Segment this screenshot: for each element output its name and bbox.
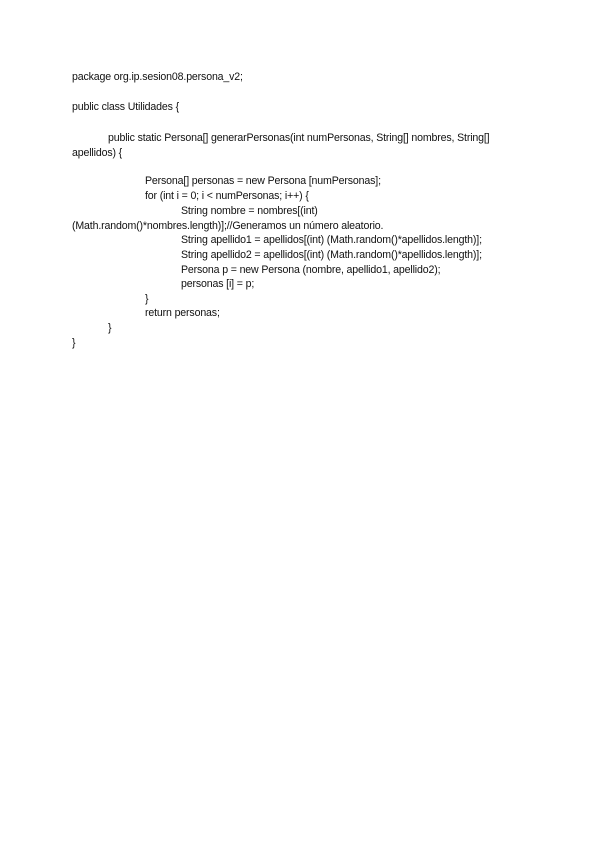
code-line-package: package org.ip.sesion08.persona_v2; <box>72 71 243 83</box>
code-line-close-class: } <box>72 337 76 349</box>
code-line-apellido1: String apellido1 = apellidos[(int) (Math.random()*apellidos.length)]; <box>181 234 482 246</box>
code-line-class-declaration: public class Utilidades { <box>72 101 179 113</box>
code-line-new-persona: Persona p = new Persona (nombre, apellido1, apellido2); <box>181 264 441 276</box>
code-line-array-declaration: Persona[] personas = new Persona [numPersonas]; <box>145 175 381 187</box>
code-line-close-method: } <box>108 322 112 334</box>
code-line-return: return personas; <box>145 307 220 319</box>
code-line-close-for: } <box>145 293 149 305</box>
code-line-assign-array: personas [i] = p; <box>181 278 255 290</box>
code-line-apellido2: String apellido2 = apellidos[(int) (Math.random()*apellidos.length)]; <box>181 249 482 261</box>
code-line-nombre: String nombre = nombres[(int) <box>181 205 318 217</box>
code-line-method-signature: public static Persona[] generarPersonas(int numPersonas, String[] nombres, String[] <box>108 132 490 144</box>
code-line-method-signature-continued: apellidos) { <box>72 147 123 159</box>
code-line-nombre-continued: (Math.random()*nombres.length)];//Generamos un número aleatorio. <box>72 220 384 232</box>
code-line-for-loop: for (int i = 0; i < numPersonas; i++) { <box>145 190 309 202</box>
